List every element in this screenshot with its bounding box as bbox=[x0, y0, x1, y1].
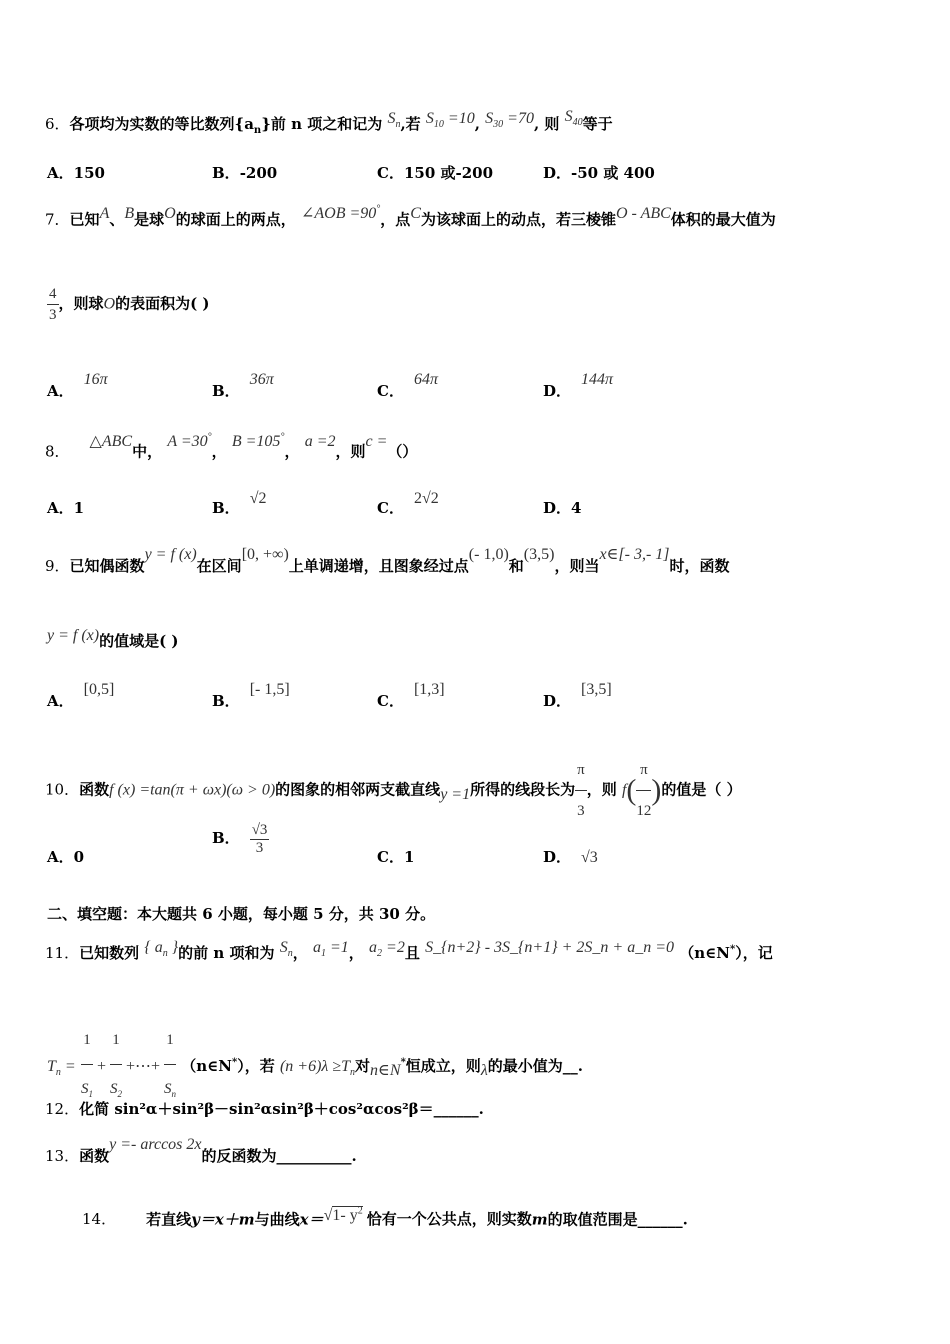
q6-sub: n bbox=[253, 125, 262, 136]
q7-text: 已知 bbox=[69, 210, 100, 229]
q9-option-b[interactable]: B．[- 1,5] bbox=[212, 681, 290, 710]
q11-a2: $a_2 =2$ bbox=[369, 939, 405, 960]
q6-number: 6． bbox=[45, 115, 70, 133]
q9-condition: x∈[- 3,- 1] bbox=[599, 546, 670, 563]
q11-a1: $a_1 =1$ bbox=[313, 939, 349, 960]
q6-text: 各项均为实数的等比数列{a bbox=[69, 115, 254, 133]
q9-option-a[interactable]: A．[0,5] bbox=[47, 681, 115, 710]
q9-number: 9． bbox=[45, 557, 70, 575]
q6-option-c[interactable]: C．150 或-200 bbox=[377, 164, 494, 182]
q7-pyramid: O - ABC bbox=[615, 205, 671, 223]
q9-option-c[interactable]: C．[1,3] bbox=[377, 681, 445, 710]
question-7: 7．已知A、B是球O的球面上的两点， ∠AOB =90°，点C为该球面上的动点，若三棱锥O - ABC体积的最大值为 bbox=[45, 204, 776, 229]
q7-option-c[interactable]: C．64π bbox=[377, 371, 438, 400]
q11-inequality: $(n +6)\lambda \ge T_n$ bbox=[279, 1058, 356, 1079]
question-11-cont: $T_n$ = $\frac{1}{S_1}$ + $\frac{1}{S_2}$ +⋯+ $\frac{1}{S_n}$ （n∈N*），若 $(n +6)\lambda \ge T_n$对n∈N*恒成立，则λ的最小值为__. bbox=[47, 1016, 583, 1118]
q6-s30: $S_{30} =70$ bbox=[485, 110, 534, 131]
q7-option-d[interactable]: D．144π bbox=[543, 371, 614, 400]
q9-interval: [0, +∞) bbox=[241, 546, 289, 563]
q14-curve: x＝ bbox=[299, 1210, 324, 1229]
q6-text4: , 则 bbox=[533, 115, 560, 133]
question-11: 11．已知数列 { $a_n$ }的前 n 项和为 $S_n$， $a_1 =1$， $a_2 =2$且 S_{n+2} - 3S_{n+1} + 2S_n + a_n =0 （n∈N*），记 bbox=[45, 939, 773, 962]
q7-option-b[interactable]: B．36π bbox=[212, 371, 274, 400]
q8-option-d[interactable]: D．4 bbox=[543, 499, 582, 517]
question-14: 14． 若直线y＝x＋m与曲线x＝√1- $y^2$ 恰有一个公共点，则实数m的取值范围是______. bbox=[82, 1206, 688, 1229]
q10-length: $\frac{\pi}{3}$ bbox=[575, 750, 587, 831]
q7-O: O bbox=[164, 205, 176, 223]
q6-option-a[interactable]: A．150 bbox=[47, 164, 105, 182]
q8-triangle: △ABC bbox=[89, 433, 133, 451]
q7-B: B bbox=[124, 205, 135, 223]
q13-function: y =- arccos 2x bbox=[109, 1136, 202, 1153]
q8-angle-a: A =30° bbox=[167, 432, 212, 451]
q10-function: f (x) =tan(π + ωx)(ω > 0) bbox=[109, 781, 276, 799]
q8-c: c = bbox=[365, 433, 388, 451]
q12-number: 12． bbox=[45, 1100, 80, 1118]
q10-option-c[interactable]: C．1 bbox=[377, 848, 415, 866]
question-6: 6．各项均为实数的等比数列$\{a_n\}$前 n 项之和记为 $S_n$,若 $S_{10} =10$, $S_{30} =70$, 则 $S_{40}$等于 bbox=[45, 108, 613, 136]
q11-number: 11． bbox=[45, 944, 80, 962]
q7-C: C bbox=[410, 205, 421, 223]
q10-option-d[interactable]: D． √3 bbox=[543, 848, 598, 866]
q13-number: 13． bbox=[45, 1147, 80, 1165]
q9-function: y = f (x) bbox=[144, 546, 197, 563]
q8-number: 8． bbox=[45, 442, 70, 461]
q7-A: A bbox=[99, 205, 110, 223]
q10-f: f bbox=[621, 781, 627, 799]
q8-side-a: a =2 bbox=[304, 433, 336, 451]
q11-blank[interactable]: __. bbox=[562, 1057, 583, 1075]
q6-option-d[interactable]: D．-50 或 400 bbox=[543, 164, 655, 182]
q6-text2: }前 n 项之和记为 bbox=[261, 115, 383, 133]
q8-angle-b: B =105° bbox=[231, 432, 285, 451]
q9-function2: y = f (x) bbox=[47, 627, 100, 644]
q6-text3: ,若 bbox=[400, 115, 421, 133]
q11-recurrence: S_{n+2} - 3S_{n+1} + 2S_n + a_n =0 bbox=[425, 939, 674, 956]
q6-s40: $S_{40}$ bbox=[564, 108, 583, 129]
q8-option-b[interactable]: B．√2 bbox=[212, 490, 267, 517]
q8-option-c[interactable]: C．2√2 bbox=[377, 490, 439, 517]
q8-option-a[interactable]: A．1 bbox=[47, 499, 85, 517]
question-7-cont: $\frac{4}{3}$ ，则球O的表面积为( ) bbox=[49, 286, 210, 323]
question-8: 8．△ABC中， A =30°， B =105°， a =2，则c =（） bbox=[45, 432, 418, 461]
q10-option-a[interactable]: A．0 bbox=[47, 848, 85, 866]
q10-line: y =1 bbox=[440, 785, 471, 803]
q10-number: 10． bbox=[45, 780, 80, 799]
q6-sn: $S_n$ bbox=[387, 110, 401, 131]
q7-number: 7． bbox=[45, 210, 70, 229]
question-13: 13．函数y =- arccos 2x的反函数为__________. bbox=[45, 1136, 357, 1165]
q9-option-d[interactable]: D．[3,5] bbox=[543, 681, 612, 710]
q10-option-b[interactable]: B． $\frac{√3}{3}$ bbox=[212, 822, 268, 856]
q6-text5: 等于 bbox=[582, 115, 613, 133]
q14-number: 14． bbox=[82, 1210, 117, 1229]
question-12 bbox=[45, 1099, 484, 1119]
q7-fraction: $\frac{4}{3}$ bbox=[49, 286, 57, 323]
question-9: 9．已知偶函数y = f (x)在区间[0, +∞)上单调递增，且图象经过点(- 1,0)和(3,5)，则当x∈[- 3,- 1]时，函数 bbox=[45, 546, 730, 575]
question-9-cont: y = f (x)的值域是( ) bbox=[47, 627, 179, 650]
q11-seq: { $a_n$ } bbox=[144, 939, 179, 960]
q9-point2: (3,5) bbox=[523, 546, 555, 563]
q12-text: 化简 sin²α＋sin²β－sin²αsin²β＋cos²αcos²β＝______. bbox=[79, 1100, 484, 1118]
q9-point1: (- 1,0) bbox=[468, 546, 509, 563]
q6-option-b[interactable]: B．-200 bbox=[212, 164, 278, 182]
question-10: 10．函数f (x) =tan(π + ωx)(ω > 0)的图象的相邻两支截直线y =1所得的线段长为 $\frac{\pi}{3}$ ，则 f( $\frac{\pi}{12}$ )的值是（ ） bbox=[45, 750, 742, 831]
q11-tn: $T_n$ = bbox=[47, 1058, 76, 1079]
q7-option-a[interactable]: A．16π bbox=[47, 371, 108, 400]
q11-sn: $S_n$ bbox=[279, 939, 293, 960]
q6-s10: $S_{10} =10$ bbox=[425, 110, 475, 131]
q14-line: y＝x＋m bbox=[191, 1210, 255, 1229]
section-2-heading: 二、填空题：本大题共 6 小题，每小题 5 分，共 30 分。 bbox=[47, 905, 436, 923]
q7-angle: ∠AOB =90° bbox=[300, 204, 381, 223]
